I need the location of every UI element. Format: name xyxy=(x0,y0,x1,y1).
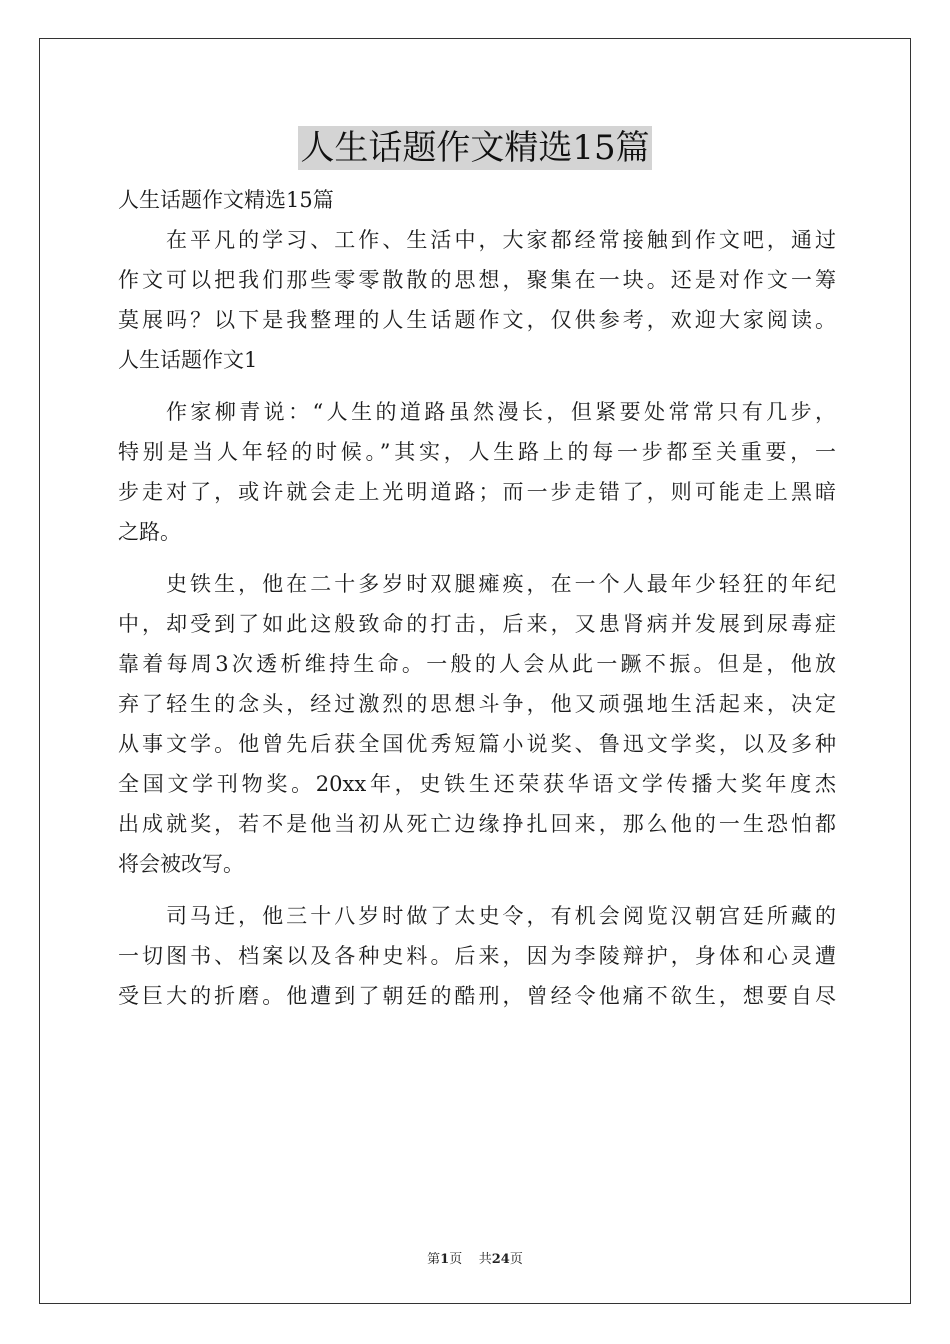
paragraph-line: 中，却受到了如此这般致命的打击，后来，又患肾病并发展到尿毒症 xyxy=(118,612,836,636)
footer-total-pages: 24 xyxy=(491,1252,510,1267)
paragraph-line: 全国文学刊物奖。20xx年，史铁生还荣获华语文学传播大奖年度杰 xyxy=(118,772,836,796)
paragraph-line: 一切图书、档案以及各种史料。后来，因为李陵辩护，身体和心灵遭 xyxy=(118,944,836,968)
paragraph-line: 弃了轻生的念头，经过激烈的思想斗争，他又顽强地生活起来，决定 xyxy=(118,692,836,716)
footer-page-suffix: 页 xyxy=(449,1252,463,1267)
paragraph-shitiesheng xyxy=(118,564,836,884)
document-title: 人生话题作文精选15篇 xyxy=(300,128,650,168)
paragraph-line: 之路。 xyxy=(118,520,181,544)
document-body xyxy=(118,180,836,1028)
paragraph-line: 作文可以把我们那些零零散散的思想，聚集在一块。还是对作文一筹 xyxy=(118,268,836,292)
paragraph-liuqing xyxy=(118,392,836,552)
paragraph-line: 在平凡的学习、工作、生活中，大家都经常接触到作文吧，通过 xyxy=(166,228,836,252)
paragraph-line: 从事文学。他曾先后获全国优秀短篇小说奖、鲁迅文学奖，以及多种 xyxy=(118,732,836,756)
paragraph-line: 出成就奖，若不是他当初从死亡边缘挣扎回来，那么他的一生恐怕都 xyxy=(118,812,836,836)
footer-total-suffix: 页 xyxy=(509,1252,523,1267)
paragraph-line: 受巨大的折磨。他遭到了朝廷的酷刑，曾经令他痛不欲生，想要自尽 xyxy=(118,984,836,1008)
document-subtitle: 人生话题作文精选15篇 xyxy=(118,188,334,212)
title-container xyxy=(0,126,950,170)
page-footer xyxy=(0,1248,950,1267)
paragraph-line: 史铁生，他在二十多岁时双腿瘫痪，在一个人最年少轻狂的年纪 xyxy=(166,572,836,596)
paragraph-line: 靠着每周3次透析维持生命。一般的人会从此一蹶不振。但是，他放 xyxy=(118,652,836,676)
paragraph-intro xyxy=(118,220,836,340)
paragraph-line: 司马迁，他三十八岁时做了太史令，有机会阅览汉朝宫廷所藏的 xyxy=(166,904,836,928)
section-heading: 人生话题作文1 xyxy=(118,348,258,372)
paragraph-line: 将会被改写。 xyxy=(118,852,244,876)
paragraph-line: 步走对了，或许就会走上光明道路；而一步走错了，则可能走上黑暗 xyxy=(118,480,836,504)
paragraph-simaqian xyxy=(118,896,836,1016)
paragraph-line: 莫展吗？以下是我整理的人生话题作文，仅供参考，欢迎大家阅读。 xyxy=(118,308,836,332)
footer-page-prefix: 第 xyxy=(427,1252,441,1267)
footer-total-prefix: 共 xyxy=(478,1252,492,1267)
paragraph-line: 特别是当人年轻的时候。”其实，人生路上的每一步都至关重要，一 xyxy=(118,440,836,464)
footer-page-number: 1 xyxy=(440,1252,450,1267)
paragraph-line: 作家柳青说：“人生的道路虽然漫长，但紧要处常常只有几步， xyxy=(166,400,836,424)
